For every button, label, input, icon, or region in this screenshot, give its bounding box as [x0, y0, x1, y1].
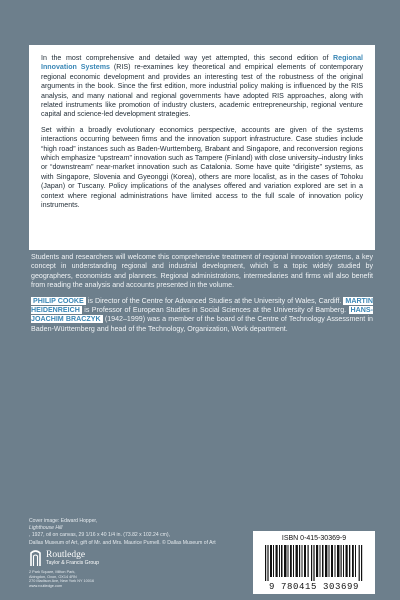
author-name-cooke: PHILIP COOKE: [33, 296, 84, 305]
barcode-box: [253, 531, 375, 594]
author-name-braczyk: HANS-JOACHIM BRACZYK: [31, 306, 373, 324]
address-line: 270 Madison Ave, New York NY 10016: [29, 579, 95, 584]
publisher-logo: [29, 546, 149, 570]
barcode-icon: [265, 545, 363, 581]
publisher-address: [29, 570, 149, 588]
author-bio: (1942–1999) was a member of the board of the Centre of Technology Assessment in Baden-Württemberg and head of the Technology, Organization, Work department.: [31, 315, 373, 333]
blurb-panel: [29, 45, 375, 250]
publisher-group: Taylor & Francis Group: [46, 560, 100, 566]
authors-paragraph: [31, 297, 373, 335]
isbn-label: ISBN 0-415-30369-9: [281, 535, 347, 542]
blurb-text: (RIS) re-examines key theoretical and empirical elements of contemporary regional economic development and provides an interesting test of the robustness of the original arguments in the book. Since the first edition, more industrial policy making is influenced by the RIS analysis, and many national and regional governments have adopted RIS approaches, along with related instruments like promotion of industry clusters, academic entrepreneurship, regional venture capital and science-led development strategies.: [41, 63, 364, 119]
lower-blurb: [29, 253, 375, 340]
blurb-paragraph-1: [41, 54, 363, 120]
blurb-text: In the most comprehensive and detailed way yet attempted, this second edition of: [41, 54, 334, 62]
publisher-name: Routledge: [46, 550, 86, 560]
author-bio: is Professor of European Studies in Social Sciences at the University of Bamberg.: [81, 306, 349, 315]
credit-line-2: Dallas Museum of Art, gift of Mr. and Mrs. Maurice Purnell. © Dallas Museum of Art: [29, 539, 216, 546]
author-name-heidenreich: MARTIN HEIDENREICH: [31, 296, 373, 315]
barcode-number: 9 780415 303699: [268, 582, 359, 592]
painting-title: Lighthouse Hill: [29, 525, 63, 532]
address-line: 2 Park Square, Milton Park,: [29, 570, 76, 574]
publisher-website: www.routledge.com: [29, 583, 63, 588]
author-bio: is Director of the Centre for Advanced Studies at the University of Wales, Cardiff.: [85, 296, 344, 305]
address-line: Abingdon, Oxon, OX14 4RN: [29, 574, 77, 579]
blurb-paragraph-2: Set within a broadly evolutionary economics perspective, accounts are given of the systems interactions occurring between firms and the innovation support infrastructure. Case studies include “high road” instances such as Baden-Wurttemberg, Brabant and Singapore, and reconversion regions which emphasize “upstream” innovation such as Tampere (Finland) with close university–industry links or “downstream” near-market innovation such as Catalonia. Some have quite “dirigiste” systems, as with Singapore, Slovenia and Gyeonggi (Korea), others are more localist, as in the cases of Tohoku (Japan) or Tuscany. Policy implications of the analyses offered and variation explored are set in a context where regional administrations have limited access to the full scale of innovation policy instruments.: [41, 125, 363, 210]
book-title-highlight: Regional Innovation Systems: [41, 54, 363, 72]
credit-text: Cover image: Edward Hopper,: [29, 518, 98, 524]
audience-paragraph: Students and researchers will welcome this comprehensive treatment of regional innovation systems, a key concept in understanding regional and industrial development, which is a topic widely studied by geographers, economists and planners. Regional administrations, intermediaries and firms will also benefit from reading the analysis and accounts presented in the volume.: [31, 253, 373, 290]
routledge-logo-icon: [29, 549, 42, 567]
credit-text: , 1927, oil on canvas, 29 1/16 x 40 1/4 in. (73.82 x 102.24 cm),: [29, 532, 171, 539]
